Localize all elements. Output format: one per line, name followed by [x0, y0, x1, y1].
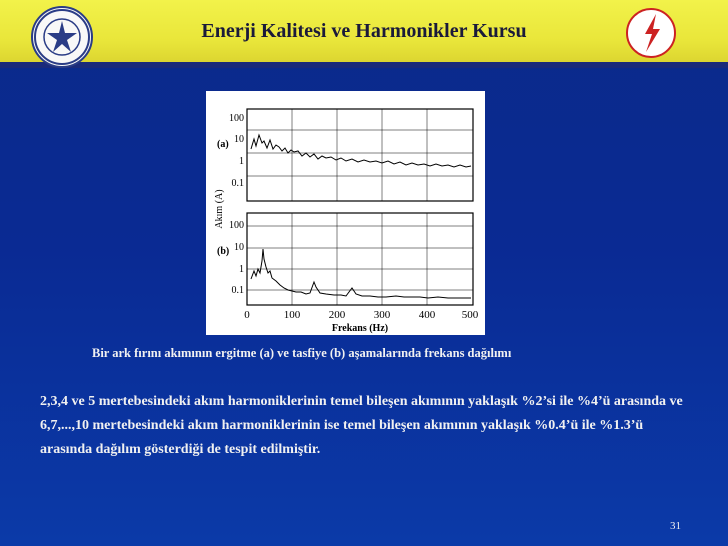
panel-a-label: (a)	[217, 139, 229, 150]
x-tick-0: 0	[244, 309, 250, 321]
frequency-spectrum-figure	[206, 91, 485, 335]
spectrum-a-trace	[251, 135, 471, 167]
body-paragraph: 2,3,4 ve 5 mertebesindeki akım harmoniklerinin temel bileşen akımının yaklaşık %2’si ile %4’ü arasında ve 6,7,...,10 mertebesindeki akım harmoniklerinin ise temel bileşen akımının yaklaşık %0.4’ü ile %1.3’ü arasında dağılım gösterdiği de tespit edilmiştir.	[40, 394, 683, 457]
figure-caption: Bir ark fırını akımının ergitme (a) ve tasfiye (b) aşamalarında frekans dağılımı	[92, 346, 512, 360]
company-logo	[612, 4, 690, 62]
x-tick-200: 200	[328, 309, 346, 321]
y-tick-a-100: 100	[229, 113, 244, 124]
panel-b-label: (b)	[217, 246, 230, 257]
y-tick-b-0.1: 0.1	[231, 285, 244, 296]
x-tick-300: 300	[373, 309, 391, 321]
x-tick-100: 100	[283, 309, 301, 321]
slide-title: Enerji Kalitesi ve Harmonikler Kursu	[201, 20, 527, 42]
page-number: 31	[670, 520, 681, 532]
y-tick-b-100: 100	[229, 220, 244, 231]
x-axis-label: Frekans (Hz)	[331, 323, 389, 334]
x-tick-500: 500	[461, 309, 479, 321]
y-tick-a-0.1: 0.1	[231, 178, 244, 189]
y-tick-b-10: 10	[234, 242, 244, 253]
y-tick-b-1: 1	[239, 264, 244, 275]
header-rule	[0, 62, 728, 68]
spectrum-b-trace	[251, 249, 471, 298]
y-tick-a-10: 10	[234, 134, 244, 145]
y-axis-label: Akım (A)	[214, 189, 225, 229]
spectrum-plot	[206, 91, 485, 335]
y-tick-a-1: 1	[239, 156, 244, 167]
x-tick-400: 400	[418, 309, 436, 321]
